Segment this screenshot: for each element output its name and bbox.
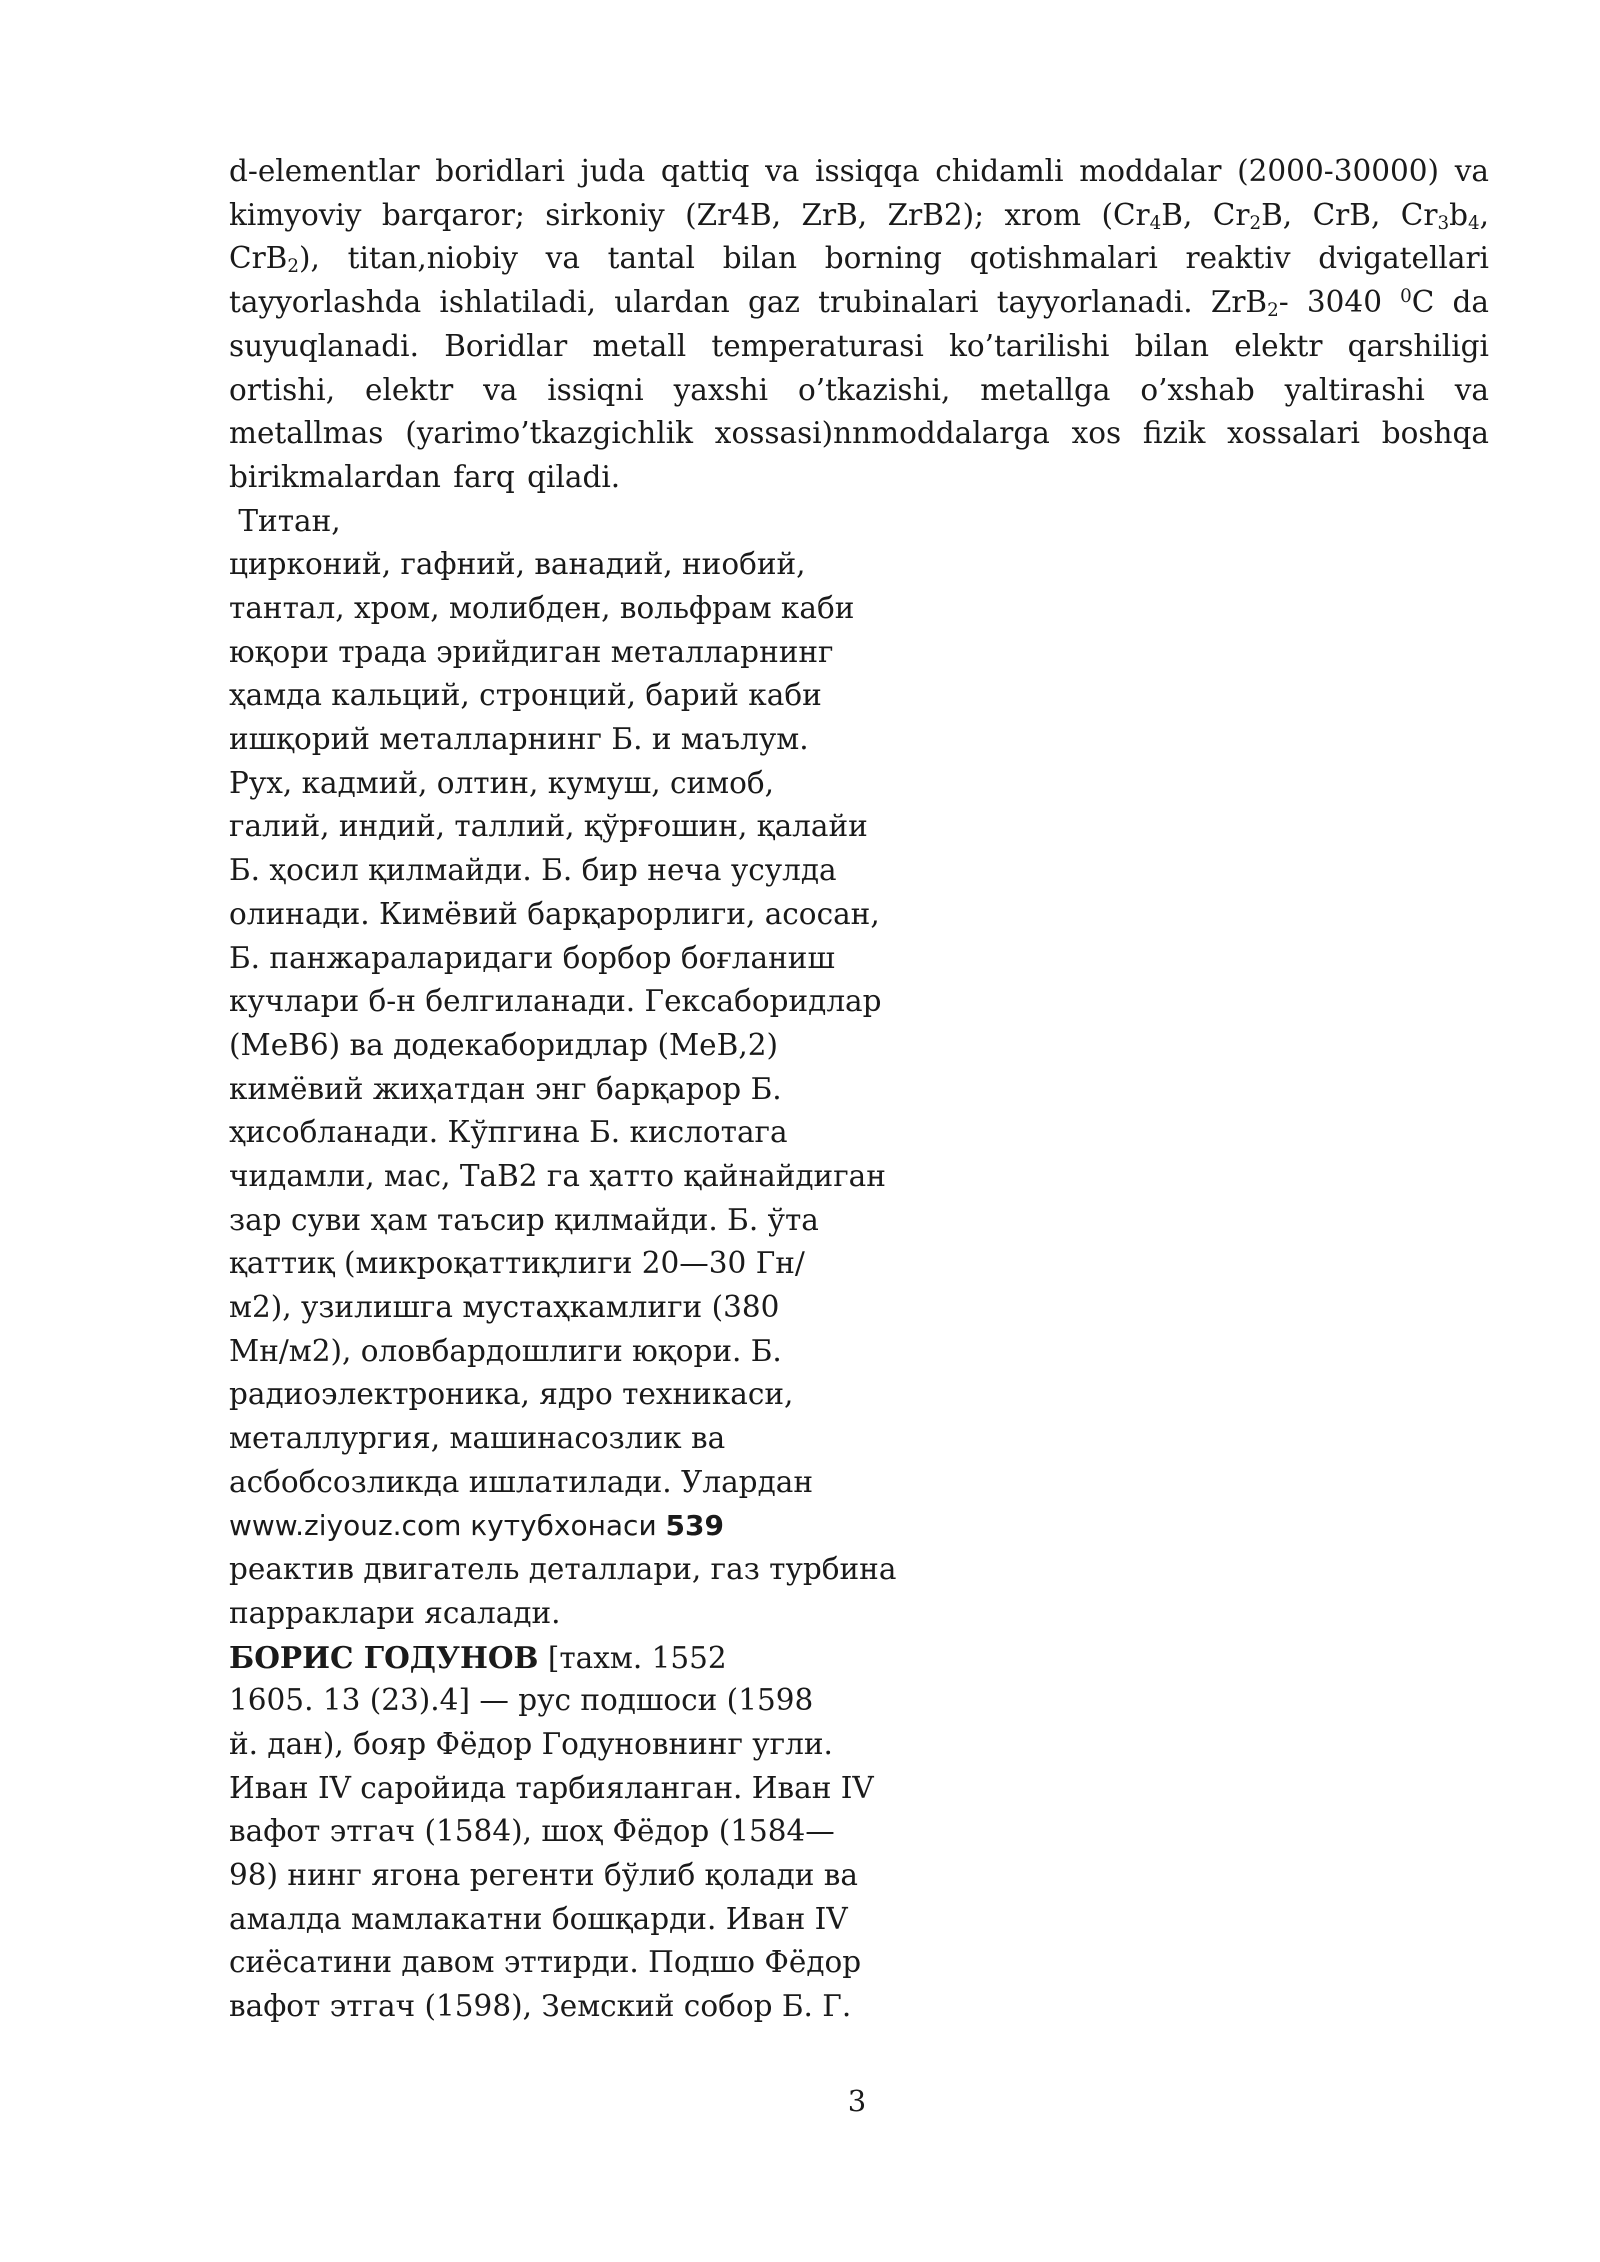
entry-heading-tail: [тахм. 1552 — [538, 1640, 727, 1675]
godunov-entry — [229, 1636, 1489, 2029]
subscript: 4 — [1149, 212, 1162, 234]
text-line: тантал, хром, молибден, вольфрам каби — [229, 591, 855, 625]
text-line: асбобсозликда ишлатилади. Улардан — [229, 1464, 813, 1499]
subscript: 3 — [1437, 212, 1450, 234]
text-line: вафот этгач (1584), шоҳ Фёдор (1584— — [229, 1814, 835, 1849]
text-line: Б. панжараларидаги борбор боғланиш — [229, 940, 835, 975]
text-line: қаттиқ (микроқаттиқлиги 20—30 Гн/ — [229, 1246, 805, 1281]
text-line: м2), узилишга мустаҳкамлиги (380 — [229, 1290, 780, 1324]
text-line: кучлари б-н белгиланади. Гексаборидлар — [229, 984, 882, 1019]
text-line: чидамли, мас, ТаВ2 га ҳатто қайнайдиган — [229, 1158, 886, 1193]
text-line: галий, индий, таллий, қўрғошин, қалайи — [229, 809, 868, 844]
text-line: Иван IV саройида тарбияланган. Иван IV — [229, 1770, 874, 1805]
subscript: 2 — [1267, 300, 1279, 322]
text-run: ), titan,niobiy va tantal bilan borning qotishmalari reaktiv dvigatellari tayyorlashda ishlatiladi, ulardan gaz trubinalari tayyorlanadi. ZrB — [229, 241, 1489, 320]
text-line: Титан, — [229, 503, 341, 538]
subscript: 2 — [287, 256, 299, 278]
text-line: й. дан), бояр Фёдор Годуновнинг угли. — [229, 1726, 833, 1761]
text-run: B, CrB, Cr — [1261, 197, 1438, 232]
text-line: Б. ҳосил қилмайди. Б. бир неча усулда — [229, 853, 837, 888]
borides-cyrillic-section — [229, 500, 1489, 1636]
text-run: , CrB — [229, 197, 1489, 276]
text-run: B, Cr — [1161, 197, 1250, 232]
document-page — [229, 150, 1489, 2029]
text-line: реактив двигатель деталлари, газ турбина — [229, 1552, 897, 1587]
entry-heading-line — [229, 1636, 1489, 1680]
text-line: Мн/м2), оловбардошлиги юқори. Б. — [229, 1333, 782, 1368]
superscript: 0 — [1400, 286, 1412, 308]
text-line: вафот этгач (1598), Земский собор Б. Г. — [229, 1989, 852, 2023]
text-line: ҳамда кальций, стронций, барий каби — [229, 678, 822, 713]
source-page-ref: 539 — [665, 1509, 724, 1543]
paragraph-borides-uzbek-latin — [229, 150, 1489, 500]
text-line: 1605. 13 (23).4] — рус подшоси (1598 — [229, 1683, 814, 1718]
text-line: ҳисобланади. Кўпгина Б. кислотага — [229, 1115, 788, 1150]
text-line: радиоэлектроника, ядро техникаси, — [229, 1377, 794, 1412]
subscript: 4 — [1467, 212, 1480, 234]
text-run: - 3040 — [1278, 285, 1401, 320]
text-line: кимёвий жиҳатдан энг барқарор Б. — [229, 1071, 782, 1106]
text-line: 98) нинг ягона регенти бўлиб қолади ва — [229, 1857, 858, 1892]
page-number: 3 — [847, 2084, 867, 2118]
text-line: амалда мамлакатни бошқарди. Иван IV — [229, 1901, 848, 1936]
text-line: сиёсатини давом эттирди. Подшо Фёдор — [229, 1945, 862, 1980]
web-source-line — [229, 1504, 1489, 1548]
text-line: металлургия, машинасозлик ва — [229, 1421, 726, 1456]
entry-heading: БОРИС ГОДУНОВ — [229, 1639, 539, 1675]
subscript: 2 — [1249, 212, 1262, 234]
text-line: зар суви ҳам таъсир қилмайди. Б. ўта — [229, 1202, 819, 1237]
text-line: парраклари ясалади. — [229, 1595, 561, 1630]
text-run: b — [1449, 197, 1468, 232]
text-line: (МеВ6) ва додекаборидлар (МеВ,2) — [229, 1027, 778, 1062]
text-line: Рух, кадмий, олтин, кумуш, симоб, — [229, 765, 775, 800]
text-line: юқори трада эрийдиган металларнинг — [229, 634, 834, 669]
text-run: C da suyuqlanadi. Boridlar metall temperaturasi ko’tarilishi bilan elektr qarshiligi ortishi, elektr va issiqni yaxshi o’tkazishi, metallga o’xshab yaltirashi va metallmas (yarimo’tkazgichlik xossasi)nnmoddalarga xos fizik xossalari boshqa birikmalardan farq qiladi. — [229, 285, 1489, 494]
text-line: олинади. Кимёвий барқарорлиги, асосан, — [229, 896, 880, 931]
website-text: www.ziyouz.com кутубхонаси — [229, 1509, 666, 1543]
text-line: ишқорий металларнинг Б. и маълум. — [229, 722, 809, 757]
text-run: d-elementlar boridlari juda qattiq va issiqqa chidamli moddalar (2000-30000) va kimyoviy barqaror; sirkoniy (Zr4B, ZrB, ZrB2); xrom (Cr — [229, 154, 1489, 232]
text-line: цирконий, гафний, ванадий, ниобий, — [229, 547, 806, 582]
